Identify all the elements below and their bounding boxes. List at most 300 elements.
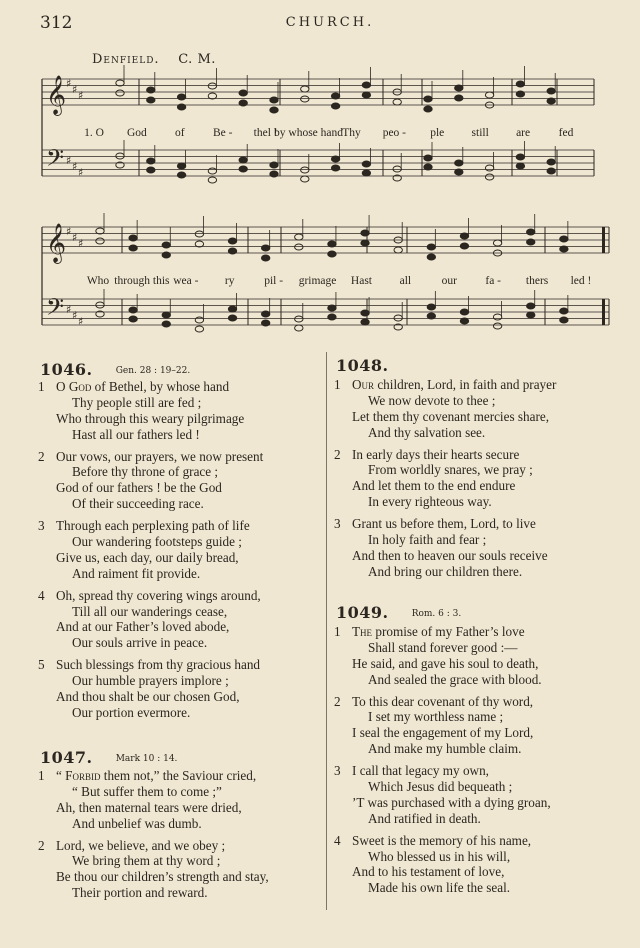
note-head <box>427 304 435 310</box>
verse-line <box>38 496 263 512</box>
note-head <box>147 97 155 103</box>
opening-words: The <box>352 624 373 639</box>
note-head <box>455 85 463 91</box>
verse-line <box>334 880 551 896</box>
verse-line <box>38 869 269 885</box>
verse-text: And make my humble claim. <box>368 741 522 757</box>
verse-line <box>334 409 556 425</box>
sharp-icon: ♯ <box>78 237 84 250</box>
note-head <box>394 247 402 253</box>
note-head <box>228 248 236 254</box>
note-head <box>328 251 336 257</box>
lyric-syllable: through this <box>114 275 170 287</box>
note-head <box>147 158 155 164</box>
verse-text: To this dear covenant of thy word, <box>352 693 534 709</box>
verse-text: Our souls arrive in peace. <box>72 635 208 651</box>
hymn-1047-text <box>38 768 269 907</box>
column-divider <box>326 352 327 910</box>
stanza-number: 3 <box>334 763 341 779</box>
note-head <box>455 160 463 166</box>
hymn-1049-text <box>334 624 551 902</box>
verse-text: of Bethel, by whose hand <box>91 379 230 394</box>
note-head <box>129 316 137 322</box>
verse-line <box>38 427 263 443</box>
verse-text: Be thou our children’s strength and stay, <box>56 869 269 885</box>
stanza <box>38 518 263 582</box>
note-head <box>239 157 247 163</box>
sharp-icon: ♯ <box>72 231 78 244</box>
note-head <box>147 167 155 173</box>
hymn-number: 1046. <box>40 360 93 379</box>
verse-text: I call that legacy my own, <box>352 763 489 779</box>
verse-line <box>334 640 551 656</box>
note-head <box>361 319 369 325</box>
note-head <box>328 314 336 320</box>
note-head <box>270 97 278 103</box>
stanza-number: 4 <box>38 587 45 603</box>
note-head <box>270 171 278 177</box>
verse-text: And ratified in death. <box>368 810 481 826</box>
opening-words: O God <box>56 379 92 394</box>
stanza-number: 2 <box>38 837 45 853</box>
note-head <box>129 307 137 313</box>
note-head <box>116 153 124 159</box>
note-head <box>228 238 236 244</box>
verse-line <box>334 377 556 393</box>
stanza-number: 1 <box>38 379 45 394</box>
music-notation <box>34 62 618 342</box>
stanza-number: 1 <box>334 624 341 639</box>
note-head <box>547 168 555 174</box>
hymn-1049-heading <box>336 603 461 623</box>
verse-line <box>38 449 263 465</box>
hymn-number: 1049. <box>336 603 389 622</box>
final-barline <box>602 227 605 253</box>
note-head <box>129 245 137 251</box>
bass-clef-icon: 𝄢 <box>46 293 65 326</box>
verse-text: And let them to the end endure <box>352 478 516 494</box>
verse-line <box>334 494 556 510</box>
verse-line <box>38 411 263 427</box>
verse-text: Shall stand forever good :— <box>368 639 518 655</box>
verse-line <box>38 550 263 566</box>
lyric-syllable: are <box>516 127 531 139</box>
sharp-icon: ♯ <box>78 166 84 179</box>
lyric-syllable: of <box>175 127 185 139</box>
verse-text: Thy people still are fed ; <box>72 394 202 410</box>
note-head <box>547 159 555 165</box>
verse-line <box>334 462 556 478</box>
verse-line <box>38 534 263 550</box>
verse-line <box>334 849 551 865</box>
verse-line <box>334 833 551 849</box>
note-head <box>177 104 185 110</box>
hymn-1048-heading <box>336 356 389 376</box>
hymn-1048-text <box>334 377 556 586</box>
verse-line <box>334 672 551 688</box>
note-head <box>239 90 247 96</box>
sharp-icon: ♯ <box>72 83 78 96</box>
verse-text: Ah, then maternal tears were dried, <box>56 799 242 815</box>
verse-text: Oh, spread thy covering wings around, <box>56 587 261 603</box>
note-head <box>162 242 170 248</box>
verse-text: And unbelief was dumb. <box>72 815 202 831</box>
stanza <box>334 763 551 827</box>
note-head <box>331 93 339 99</box>
sharp-icon: ♯ <box>66 154 72 167</box>
lyric-syllable: Thy <box>342 127 361 139</box>
verse-text: And to his testament of love, <box>352 864 505 880</box>
verse-line <box>38 784 269 800</box>
note-head <box>361 310 369 316</box>
hymn-1046-heading <box>40 360 190 380</box>
tune-name: Denfield. <box>92 52 160 67</box>
tune-meter: C. M. <box>178 52 216 67</box>
verse-text: Before thy throne of grace ; <box>72 464 219 480</box>
note-head <box>362 170 370 176</box>
note-head <box>362 161 370 167</box>
note-head <box>362 82 370 88</box>
lyric-syllable: by whose hand <box>274 127 344 139</box>
note-head <box>162 252 170 258</box>
note-head <box>261 245 269 251</box>
note-head <box>560 308 568 314</box>
note-head <box>331 165 339 171</box>
note-head <box>485 92 493 98</box>
verse-text: promise of my Father’s love <box>372 624 525 639</box>
lyric-syllable: thers <box>525 275 549 287</box>
stanza <box>38 588 263 652</box>
verse-text: We bring them at thy word ; <box>72 853 221 869</box>
sharp-icon: ♯ <box>66 225 72 238</box>
note-head <box>162 312 170 318</box>
note-head <box>228 306 236 312</box>
note-head <box>295 244 303 250</box>
verse-text: Our humble prayers implore ; <box>72 673 229 689</box>
verse-line <box>38 480 263 496</box>
lyric-syllable: ry <box>224 275 235 287</box>
verse-text: And at our Father’s loved abode, <box>56 619 230 635</box>
note-head <box>239 166 247 172</box>
note-head <box>301 176 309 182</box>
stanza-number: 5 <box>38 657 45 673</box>
scripture-reference: Mark 10 : 14. <box>115 754 178 764</box>
verse-text: In every righteous way. <box>368 494 492 510</box>
page-header <box>40 13 620 35</box>
verse-text: them not,” the Saviour cried, <box>100 768 257 783</box>
verse-text: Through each perplexing path of life <box>56 518 250 534</box>
note-head <box>560 246 568 252</box>
verse-text: Our portion evermore. <box>72 704 191 720</box>
verse-line <box>334 811 551 827</box>
stanza-number: 1 <box>334 377 341 392</box>
verse-line <box>38 619 263 635</box>
stanza <box>38 838 269 902</box>
note-head <box>295 316 303 322</box>
note-head <box>427 313 435 319</box>
note-head <box>527 229 535 235</box>
verse-text: He said, and gave his soul to death, <box>352 655 539 671</box>
verse-line <box>38 673 263 689</box>
verse-text: Who blessed us in his will, <box>368 848 511 864</box>
lyric-syllable: Be - <box>212 127 233 139</box>
verse-line <box>334 741 551 757</box>
note-head <box>362 92 370 98</box>
verse-line <box>38 853 269 869</box>
lyric-syllable: ple <box>430 127 445 139</box>
note-head <box>460 243 468 249</box>
note-head <box>485 165 493 171</box>
scripture-reference: Rom. 6 : 3. <box>411 609 462 619</box>
verse-text: We now devote to thee ; <box>368 392 496 408</box>
note-head <box>301 167 309 173</box>
note-head <box>424 164 432 170</box>
opening-words: Our <box>352 377 375 392</box>
sharp-icon: ♯ <box>78 315 84 328</box>
note-head <box>261 311 269 317</box>
verse-line <box>334 478 556 494</box>
verse-text: And thou shalt be our chosen God, <box>56 689 240 705</box>
note-head <box>485 174 493 180</box>
verse-text: Our wandering footsteps guide ; <box>72 534 242 550</box>
verse-text: And thy salvation see. <box>368 424 486 440</box>
lyric-syllable: all <box>399 275 412 287</box>
note-head <box>270 107 278 113</box>
note-head <box>228 315 236 321</box>
stanza-number: 2 <box>38 448 45 464</box>
note-head <box>455 169 463 175</box>
page-number: 312 <box>40 13 73 33</box>
verse-text: Made his own life the seal. <box>368 880 511 896</box>
note-head <box>295 234 303 240</box>
verse-text: Their portion and reward. <box>72 885 208 901</box>
verse-line <box>334 516 556 532</box>
verse-text: And bring our children there. <box>368 563 523 579</box>
verse-text: And raiment fit provide. <box>72 565 201 581</box>
sharp-icon: ♯ <box>72 160 78 173</box>
note-head <box>177 163 185 169</box>
verse-line <box>334 763 551 779</box>
verse-line <box>334 532 556 548</box>
verse-text: Which Jesus did bequeath ; <box>368 779 513 795</box>
lyric-syllable: Who <box>86 275 110 287</box>
lyric-syllable: peo - <box>382 127 407 139</box>
verse-line <box>38 689 263 705</box>
verse-line <box>38 885 269 901</box>
stanza <box>38 449 263 513</box>
stanza <box>38 768 269 832</box>
verse-text: Grant us before them, Lord, to live <box>352 516 536 532</box>
note-head <box>460 233 468 239</box>
note-head <box>560 317 568 323</box>
treble-clef-icon: 𝄞 <box>46 75 67 115</box>
verse-line <box>38 816 269 832</box>
stanza-number: 2 <box>334 446 341 462</box>
note-head <box>493 314 501 320</box>
note-head <box>261 255 269 261</box>
note-head <box>177 172 185 178</box>
note-head <box>195 326 203 332</box>
verse-line <box>334 425 556 441</box>
note-head <box>177 94 185 100</box>
lyric-syllable: led ! <box>570 275 592 287</box>
stanza-number: 3 <box>334 516 341 532</box>
lyric-syllable: fed <box>558 127 574 139</box>
stanza <box>334 516 556 580</box>
verse-text: And sealed the grace with blood. <box>368 671 542 687</box>
verse-text: I set my worthless name ; <box>368 709 504 725</box>
note-head <box>331 103 339 109</box>
verse-text: Such blessings from thy gracious hand <box>56 657 261 673</box>
verse-text: children, Lord, in faith and prayer <box>374 377 557 392</box>
note-head <box>328 305 336 311</box>
note-head <box>361 240 369 246</box>
verse-text: Till all our wanderings cease, <box>72 603 228 619</box>
verse-text: God of our fathers ! be the God <box>56 480 222 496</box>
note-head <box>516 163 524 169</box>
stanza-number: 1 <box>38 768 45 783</box>
lyric-syllable: 1. O <box>84 127 104 139</box>
lyric-syllable: grimage <box>298 275 337 287</box>
note-head <box>295 325 303 331</box>
hymn-1047-heading <box>40 748 177 768</box>
verse-text: Give us, each day, our daily bread, <box>56 549 239 565</box>
verse-text: In early days their hearts secure <box>352 446 520 462</box>
note-head <box>208 83 216 89</box>
stanza <box>334 624 551 688</box>
scripture-reference: Gen. 28 : 19–22. <box>115 366 191 376</box>
note-head <box>527 303 535 309</box>
verse-text: In holy faith and fear ; <box>368 532 487 548</box>
final-barline <box>602 299 605 325</box>
note-head <box>301 96 309 102</box>
stanza <box>38 379 263 443</box>
stanza-number: 4 <box>334 832 341 848</box>
running-title: CHURCH. <box>285 15 375 30</box>
note-head <box>493 323 501 329</box>
opening-words: “ Forbid <box>56 768 101 783</box>
note-head <box>427 244 435 250</box>
lyric-syllable: fa - <box>485 275 502 287</box>
note-head <box>516 154 524 160</box>
note-head <box>527 312 535 318</box>
note-head <box>261 320 269 326</box>
note-head <box>547 98 555 104</box>
verse-line <box>38 588 263 604</box>
verse-line <box>38 604 263 620</box>
note-head <box>129 235 137 241</box>
note-head <box>96 302 104 308</box>
verse-line <box>38 800 269 816</box>
verse-line <box>334 548 556 564</box>
verse-line <box>334 624 551 640</box>
stanza <box>38 657 263 721</box>
verse-text: Who through this weary pilgrimage <box>56 410 245 426</box>
bass-clef-icon: 𝄢 <box>46 144 65 177</box>
note-head <box>331 156 339 162</box>
lyric-syllable: pil - <box>264 275 284 287</box>
note-head <box>195 317 203 323</box>
note-head <box>208 168 216 174</box>
verse-line <box>38 635 263 651</box>
verse-line <box>38 518 263 534</box>
note-head <box>116 90 124 96</box>
note-head <box>195 231 203 237</box>
stanza <box>334 377 556 441</box>
verse-line <box>38 566 263 582</box>
verse-line <box>38 395 263 411</box>
verse-line <box>334 795 551 811</box>
verse-line <box>334 447 556 463</box>
note-head <box>239 100 247 106</box>
note-head <box>361 230 369 236</box>
note-head <box>493 240 501 246</box>
hymn-number: 1048. <box>336 356 389 375</box>
note-head <box>516 81 524 87</box>
note-head <box>560 236 568 242</box>
stanza <box>334 833 551 897</box>
note-head <box>270 162 278 168</box>
lyric-syllable: thel ! <box>253 127 278 139</box>
verse-line <box>334 709 551 725</box>
note-head <box>393 166 401 172</box>
verse-line <box>334 564 556 580</box>
verse-line <box>334 779 551 795</box>
note-head <box>393 99 401 105</box>
treble-clef-icon: 𝄞 <box>46 223 67 263</box>
verse-line <box>334 694 551 710</box>
verse-line <box>334 725 551 741</box>
verse-text: ’T was purchased with a dying groan, <box>352 794 551 810</box>
lyric-syllable: God <box>127 127 147 139</box>
note-head <box>116 80 124 86</box>
verse-line <box>38 657 263 673</box>
stanza <box>334 694 551 758</box>
note-head <box>162 321 170 327</box>
note-head <box>516 91 524 97</box>
stanza-number: 3 <box>38 518 45 534</box>
hymn-number: 1047. <box>40 748 93 767</box>
verse-text: Lord, we believe, and we obey ; <box>56 837 226 853</box>
note-head <box>424 155 432 161</box>
lyric-syllable: wea - <box>173 275 199 287</box>
lyric-syllable: our <box>441 275 457 287</box>
verse-line <box>38 705 263 721</box>
note-head <box>96 238 104 244</box>
note-head <box>424 96 432 102</box>
verse-text: Hast all our fathers led ! <box>72 426 200 442</box>
verse-text: Our vows, our prayers, we now present <box>56 448 264 464</box>
note-head <box>208 177 216 183</box>
verse-text: Of their succeeding race. <box>72 496 204 512</box>
verse-line <box>38 838 269 854</box>
note-head <box>427 254 435 260</box>
verse-line <box>38 464 263 480</box>
lyric-syllable: still <box>471 127 489 139</box>
note-head <box>328 241 336 247</box>
note-head <box>460 318 468 324</box>
note-head <box>147 87 155 93</box>
note-head <box>301 86 309 92</box>
music-score <box>34 62 618 342</box>
sharp-icon: ♯ <box>66 303 72 316</box>
verse-text: I seal the engagement of my Lord, <box>352 725 534 741</box>
verse-line <box>334 864 551 880</box>
note-head <box>527 239 535 245</box>
verse-text: From worldly snares, we pray ; <box>368 462 533 478</box>
note-head <box>547 88 555 94</box>
hymn-1046-text <box>38 379 263 727</box>
